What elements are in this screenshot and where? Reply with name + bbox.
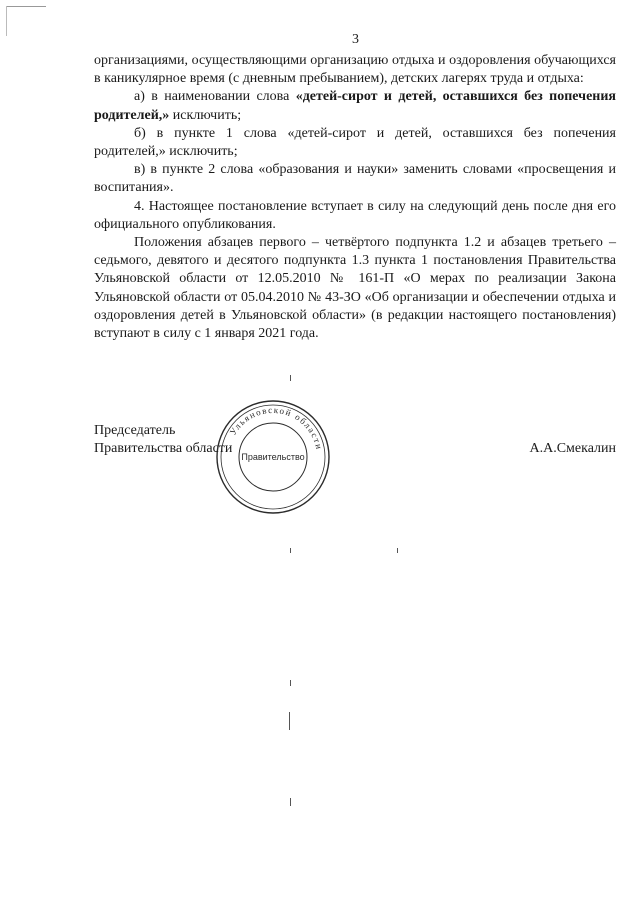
scan-corner-mark [6, 6, 46, 7]
item-a-bold-phrase: «детей-сирот и детей, оставшихся без попечения родителей,» [94, 89, 616, 123]
scan-speck [290, 548, 291, 553]
svg-text:Ульяновской области [228, 405, 325, 451]
scan-speck [290, 375, 291, 381]
seal-ring-text: Ульяновской области [227, 404, 325, 452]
item-a-prefix: а) в наименовании слова [134, 89, 296, 105]
document-body [94, 52, 616, 343]
paragraph-point-4: 4. Настоящее постановление вступает в силу на следующий день после дня его официального опубликования. [94, 198, 616, 232]
scan-speck [290, 680, 291, 686]
scan-corner-mark [6, 6, 7, 36]
signatory-title-line1: Председатель [94, 423, 176, 438]
paragraph-item-c: в) в пункте 2 слова «образования и науки» заменить словами «просвещения и воспитания». [94, 162, 616, 196]
seal-center-text: Правительство [241, 452, 305, 462]
signatory-name: А.А.Смекалин [529, 441, 616, 456]
paragraph-item-b: б) в пункте 1 слова «детей-сирот и детей, оставшихся без попечения родителей,» исключить; [94, 125, 616, 160]
scan-speck [289, 712, 290, 730]
paragraph-item-a [94, 88, 616, 124]
scan-speck [397, 548, 398, 553]
signatory-title-line2: Правительства области [94, 441, 233, 456]
page-number: 3 [352, 32, 359, 47]
paragraph-provisions: Положения абзацев первого – четвёртого подпункта 1.2 и абзацев третьего – седьмого, девятого и десятого подпункта 1.3 пункта 1 постановления Правительства Ульяновской области от 12.05.2010 № 161-П «О мерах по реализации Закона Ульяновской области от 05.04.2010 № 43-ЗО «Об организации и обеспечении отдыха и оздоровления детей в Ульяновской области» (в редакции настоящего постановления) вступают в силу с 1 января 2021 года. [94, 235, 616, 342]
scan-speck [290, 798, 291, 806]
signatory-title [94, 422, 232, 458]
item-a-suffix: исключить; [169, 107, 242, 123]
paragraph-continuation: организациями, осуществляющими организацию отдыха и оздоровления обучающихся в каникулярное время (с дневным пребыванием), детских лагерях труда и отдыха: [94, 53, 616, 87]
